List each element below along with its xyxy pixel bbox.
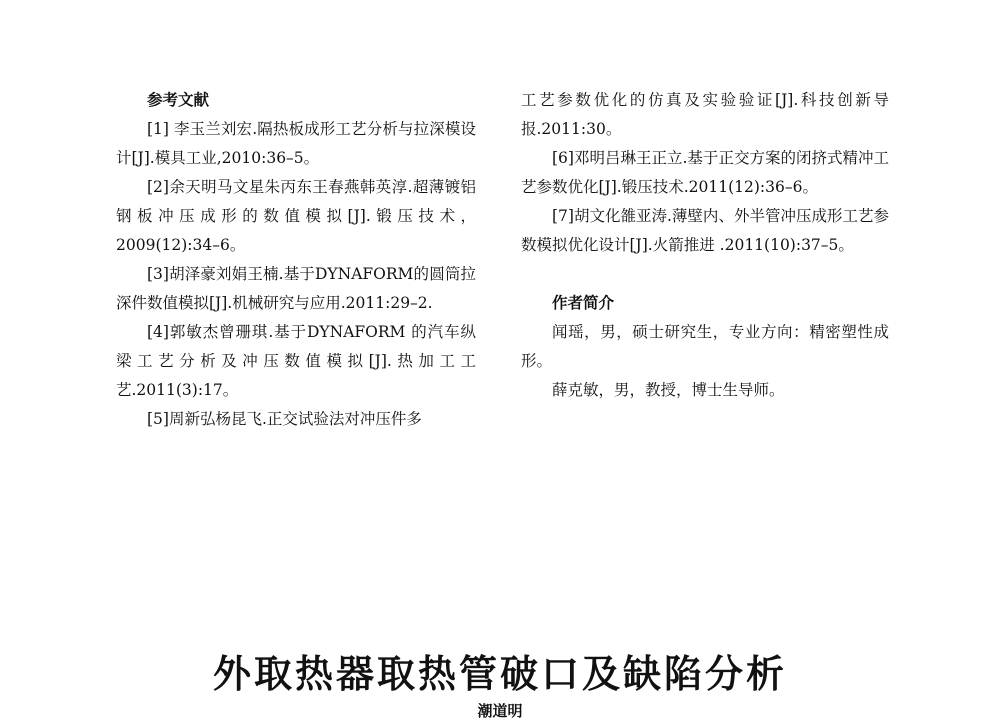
reference-1: [1] 李玉兰刘宏.隔热板成形工艺分析与拉深模设计[J].模具工业,2010:36–5。	[116, 120, 476, 167]
author-bio-1: 闻瑶，男，硕士研究生，专业方向：精密塑性成形。	[521, 323, 889, 370]
reference-3: [3]胡泽豪刘娟王楠.基于DYNAFORM的圆筒拉深件数值模拟[J].机械研究与应用.2011:29–2.	[116, 265, 476, 312]
next-article-title: 外取热器取热管破口及缺陷分析	[212, 652, 787, 696]
references-heading: 参考文献	[147, 91, 210, 109]
left-column	[116, 86, 476, 434]
reference-5-continued: 工艺参数优化的仿真及实验验证[J].科技创新导报.2011:30。	[521, 91, 889, 138]
reference-6: [6]邓明吕琳王正立.基于正交方案的闭挤式精冲工艺参数优化[J].锻压技术.2011(12):36–6。	[521, 149, 889, 196]
author-heading: 作者简介	[552, 294, 615, 312]
reference-7: [7]胡文化雒亚涛.薄壁内、外半管冲压成形工艺参数模拟优化设计[J].火箭推进 .2011(10):37–5。	[521, 207, 889, 254]
reference-5: [5]周新弘杨昆飞.正交试验法对冲压件多	[147, 410, 422, 428]
reference-2: [2]余天明马文星朱丙东王春燕韩英淳.超薄镀铝钢板冲压成形的数值模拟[J].锻压技术，2009(12):34–6。	[116, 178, 476, 254]
section-gap	[521, 260, 889, 289]
author-bio-2: 薛克敏，男，教授，博士生导师。	[552, 381, 785, 399]
right-column	[521, 86, 889, 405]
next-article-author: 潮道明	[477, 702, 523, 720]
reference-4: [4]郭敏杰曾珊琪.基于DYNAFORM 的汽车纵梁工艺分析及冲压数值模拟[J].热加工工艺.2011(3):17。	[116, 323, 476, 399]
